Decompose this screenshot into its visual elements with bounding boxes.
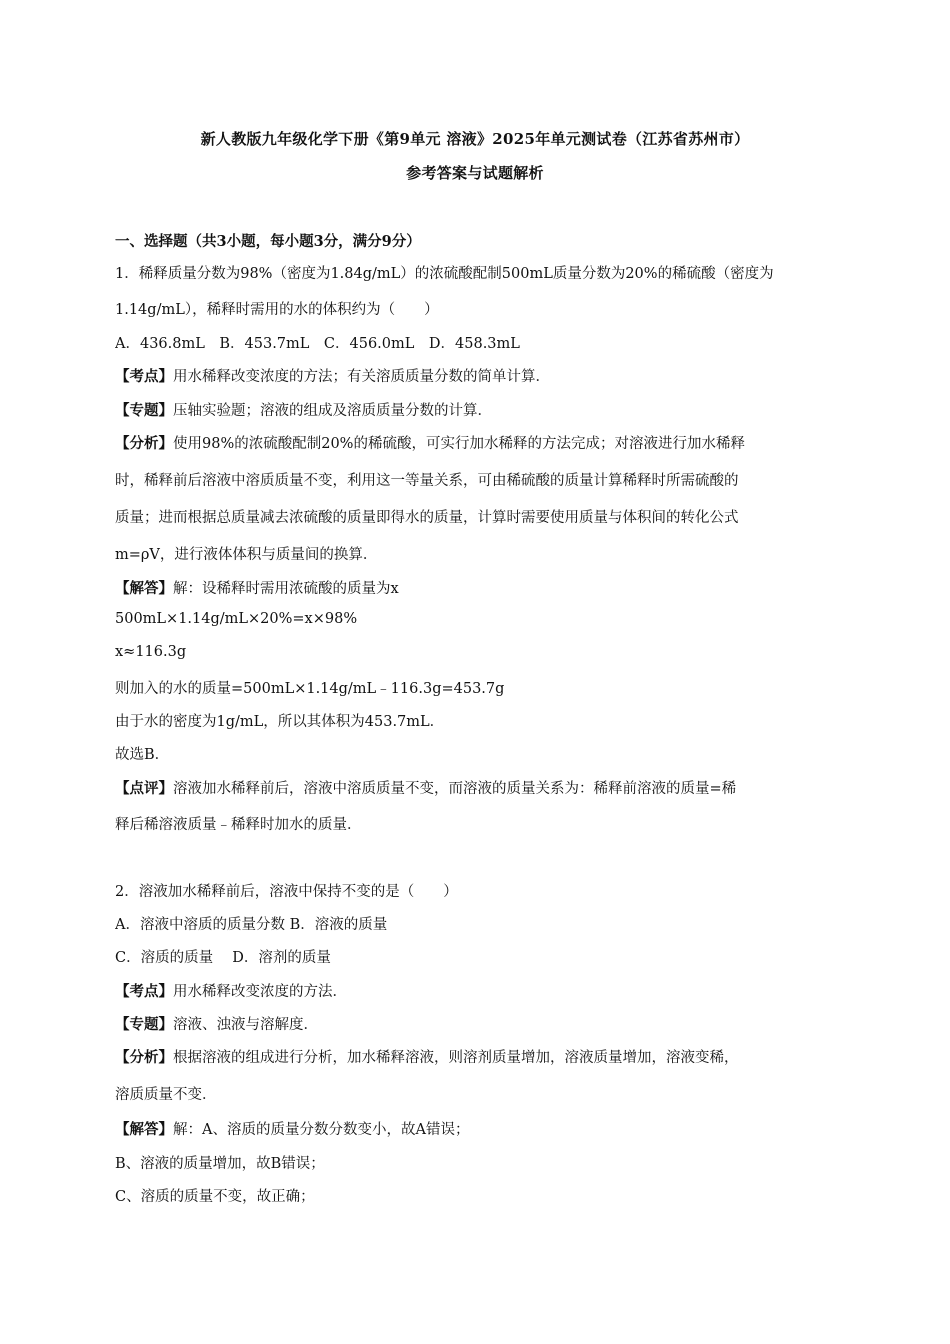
q2-jieda bbox=[115, 1118, 840, 1139]
q1-fenxi-tag: 【分析】 bbox=[115, 435, 173, 452]
q2-fenxi-tag: 【分析】 bbox=[115, 1049, 173, 1066]
q1-kaodian-text: 用水稀释改变浓度的方法；有关溶质质量分数的简单计算． bbox=[173, 369, 550, 385]
q1-stem-line-2: 1.14g/mL），稀释时需用的水的体积约为（ ） bbox=[115, 302, 439, 318]
document-subtitle: 参考答案与试题解析 bbox=[406, 164, 544, 182]
q1-kaodian bbox=[115, 365, 840, 386]
q1-fenxi-text-1: 使用98%的浓硫酸配制20%的稀硫酸，可实行加水稀释的方法完成；对溶液进行加水稀释 bbox=[173, 436, 745, 452]
q1-stem-line-1: 1．稀释质量分数为98%（密度为1.84g/mL）的浓硫酸配制500mL质量分数为20%的稀硫酸（密度为 bbox=[115, 266, 774, 282]
q1-jieda-line-6: 故选B． bbox=[115, 747, 170, 763]
q2-options-line-1: A．溶液中溶质的质量分数 B．溶液的质量 bbox=[115, 917, 388, 933]
q1-jieda-line-3: x≈116.3g bbox=[115, 644, 187, 660]
q1-jieda bbox=[115, 577, 840, 598]
q2-jieda-text-1: 解：A、溶质的质量分数分数变小，故A错误； bbox=[173, 1122, 470, 1138]
q1-fenxi-line-2: 时，稀释前后溶液中溶质质量不变，利用这一等量关系，可由稀硫酸的质量计算稀释时所需硫酸的 bbox=[115, 473, 739, 489]
q1-jieda-text-1: 解：设稀释时需用浓硫酸的质量为x bbox=[173, 581, 399, 597]
q2-options-line-2: C．溶质的质量 D．溶剂的质量 bbox=[115, 950, 331, 966]
q1-jieda-line-5: 由于水的密度为1g/mL，所以其体积为453.7mL． bbox=[115, 714, 445, 730]
q1-dianping-tag: 【点评】 bbox=[115, 780, 173, 797]
q1-dianping bbox=[115, 777, 840, 798]
q2-jieda-line-2: B、溶液的质量增加，故B错误； bbox=[115, 1156, 325, 1172]
q2-zhuanti bbox=[115, 1013, 840, 1034]
q2-jieda-line-3: C、溶质的质量不变，故正确； bbox=[115, 1189, 315, 1205]
q2-zhuanti-text: 溶液、浊液与溶解度． bbox=[173, 1017, 318, 1033]
q1-jieda-tag: 【解答】 bbox=[115, 580, 173, 597]
q1-fenxi-line-3: 质量；进而根据总质量减去浓硫酸的质量即得水的质量，计算时需要使用质量与体积间的转化公式 bbox=[115, 510, 739, 526]
q1-fenxi-line-4: m=ρV，进行液体体积与质量间的换算． bbox=[115, 547, 378, 563]
q2-jieda-tag: 【解答】 bbox=[115, 1121, 173, 1138]
q2-kaodian-tag: 【考点】 bbox=[115, 983, 173, 1000]
q1-jieda-line-2: 500mL×1.14g/mL×20%=x×98% bbox=[115, 611, 358, 627]
q1-options: A．436.8mL B．453.7mL C．456.0mL D．458.3mL bbox=[115, 336, 520, 352]
q2-kaodian bbox=[115, 980, 840, 1001]
q1-zhuanti-tag: 【专题】 bbox=[115, 402, 173, 419]
document-title: 新人教版九年级化学下册《第9单元 溶液》2025年单元测试卷（江苏省苏州市） bbox=[200, 130, 750, 148]
q1-zhuanti-text: 压轴实验题；溶液的组成及溶质质量分数的计算． bbox=[173, 403, 492, 419]
q1-fenxi bbox=[115, 432, 840, 453]
q1-dianping-text-1: 溶液加水稀释前后，溶液中溶质质量不变，而溶液的质量关系为：稀释前溶液的质量=稀 bbox=[173, 781, 737, 797]
section-heading: 一、选择题（共3小题，每小题3分，满分9分） bbox=[115, 233, 421, 250]
q1-jieda-line-4: 则加入的水的质量=500mL×1.14g/mL﹣116.3g=453.7g bbox=[115, 681, 505, 697]
q1-dianping-line-2: 释后稀溶液质量﹣稀释时加水的质量． bbox=[115, 817, 362, 833]
q2-fenxi-text-1: 根据溶液的组成进行分析，加水稀释溶液，则溶剂质量增加，溶液质量增加，溶液变稀， bbox=[173, 1050, 739, 1066]
q1-zhuanti bbox=[115, 399, 840, 420]
q2-zhuanti-tag: 【专题】 bbox=[115, 1016, 173, 1033]
q2-fenxi bbox=[115, 1046, 840, 1067]
q2-stem: 2．溶液加水稀释前后，溶液中保持不变的是（ ） bbox=[115, 884, 458, 900]
q2-kaodian-text: 用水稀释改变浓度的方法． bbox=[173, 984, 347, 1000]
q2-fenxi-line-2: 溶质质量不变． bbox=[115, 1087, 217, 1103]
q1-kaodian-tag: 【考点】 bbox=[115, 368, 173, 385]
